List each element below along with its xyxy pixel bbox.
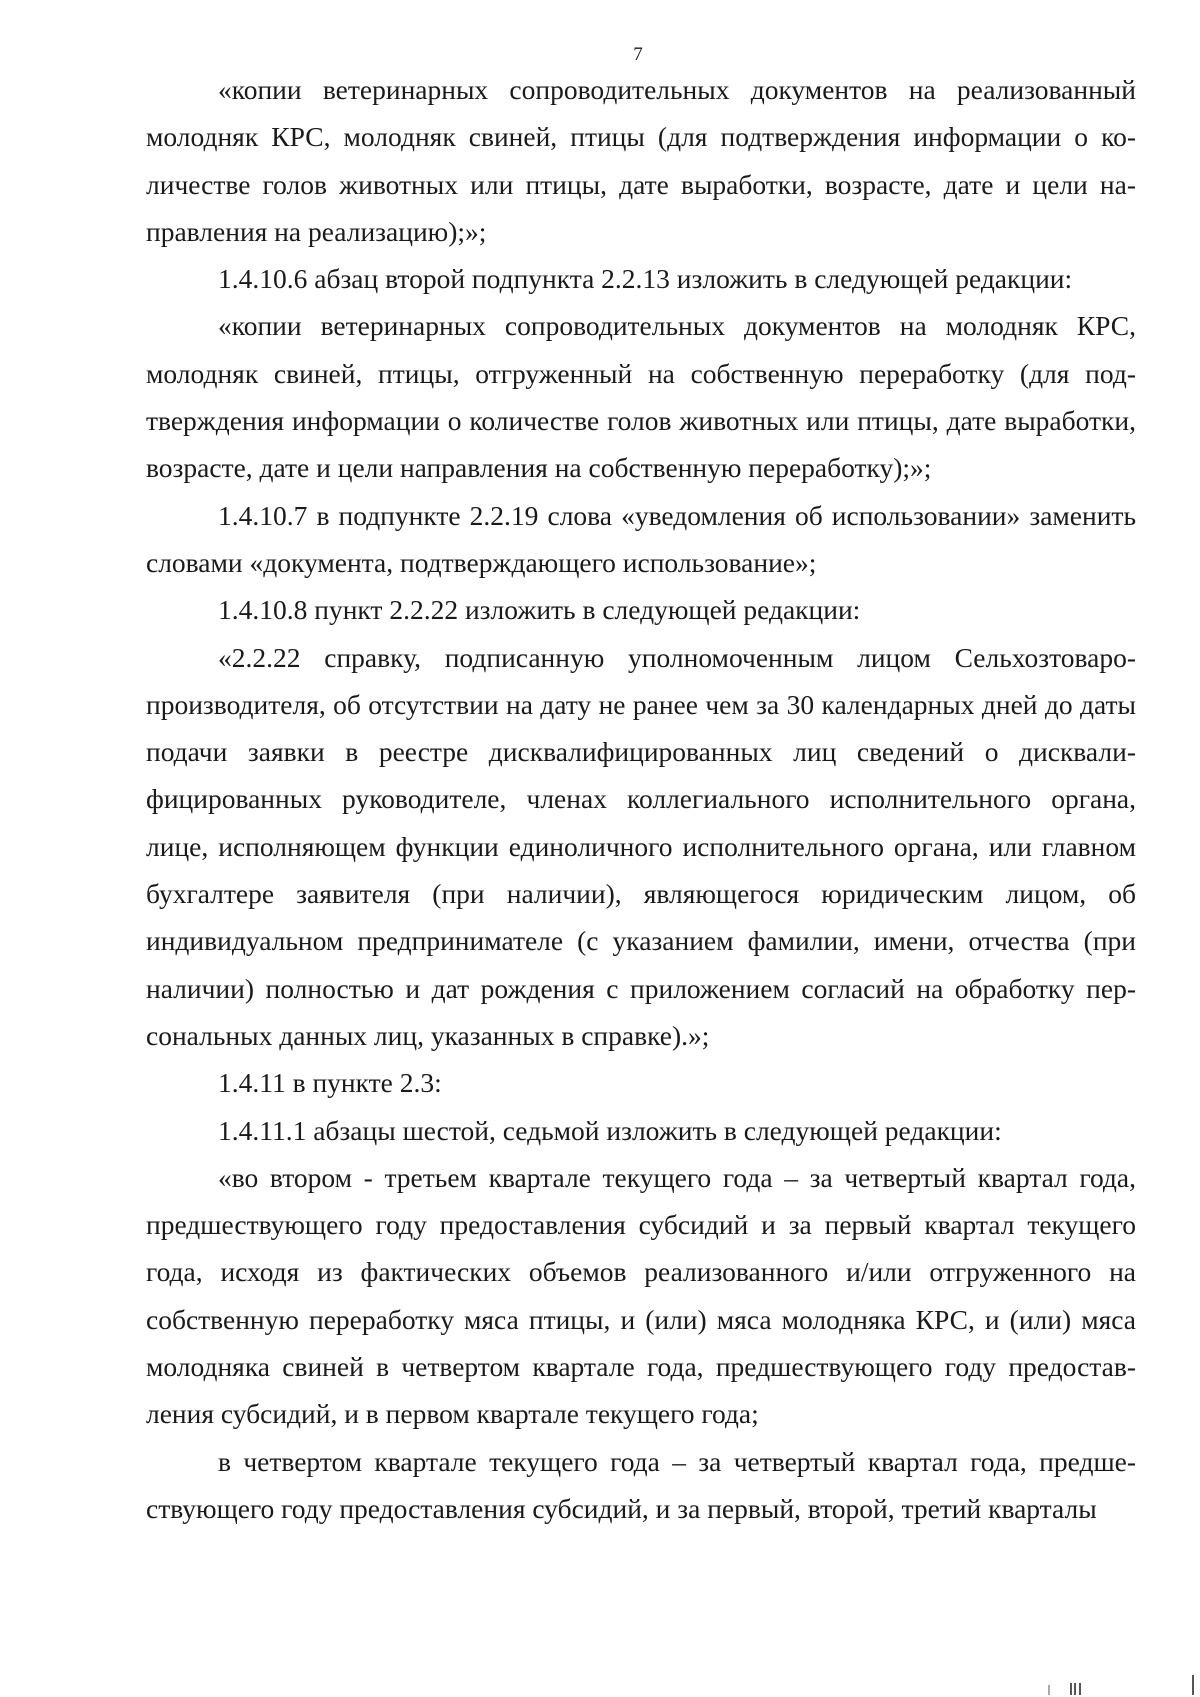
paragraph: в четвертом квартале текущего года – за четвертый квартал года, предшествующего году предоставления субсидий, и за первый, второй, третий кварталы: [146, 1445, 1136, 1524]
paragraph: «во втором - третьем квартале текущего года – за четвертый квартал года, предшествующего году предоставления субсидий и за первый квартал текущего года, исходя из фактических объемов реализованного и/или отгруженного на собственную переработку мяса птицы, и (или) мяса молодняка КРС, и (или) мяса молодняка свиней в четвертом квартале года, предшествующего году предоставления субсидий, и в первом квартале текущего года;: [146, 1161, 1136, 1430]
paragraph: «копии ветеринарных сопроводительных документов на реализованный молодняк КРС, молодняк свиней, птицы (для подтверждения информации о количестве голов животных или птицы, дате выработки, возрасте, дате и цели направления на реализацию);»;: [146, 74, 1136, 247]
paragraph: 1.4.11 в пункте 2.3:: [218, 1067, 442, 1099]
paragraph: 1.4.10.7 в подпункте 2.2.19 слова «уведомления об использовании» заменить словами «документа, подтверждающего использование»;: [146, 499, 1136, 578]
page-number: 7: [633, 44, 643, 65]
paragraph: «копии ветеринарных сопроводительных документов на молодняк КРС, молодняк свиней, птицы, отгруженный на собственную переработку (для подтверждения информации о количестве голов животных или птицы, дате выработки, возрасте, дате и цели направления на собственную переработку);»;: [146, 310, 1136, 484]
paragraph: «2.2.22 справку, подписанную уполномоченным лицом Сельхозтоваропроизводителя, об отсутствии на дату не ранее чем за 30 календарных дней до даты подачи заявки в реестре дисквалифицированных лиц сведений о дисквалифицированных руководителе, членах коллегиального исполнительного органа, лице, исполняющем функции единоличного исполнительного органа, или главном бухгалтере заявителя (при наличии), являющегося юридическим лицом, об индивидуальном предпринимателе (с указанием фамилии, имени, отчества (при наличии) полностью и дат рождения с приложением согласий на обработку персональных данных лиц, указанных в справке).»;: [146, 641, 1136, 1051]
paragraph: 1.4.11.1 абзацы шестой, седьмой изложить в следующей редакции:: [218, 1114, 1002, 1146]
paragraph: 1.4.10.6 абзац второй подпункта 2.2.13 изложить в следующей редакции:: [218, 263, 1073, 295]
scan-artifact-marks: [1000, 1673, 1200, 1697]
paragraph: 1.4.10.8 пункт 2.2.22 изложить в следующей редакции:: [218, 594, 861, 626]
document-body: [146, 66, 1136, 1532]
